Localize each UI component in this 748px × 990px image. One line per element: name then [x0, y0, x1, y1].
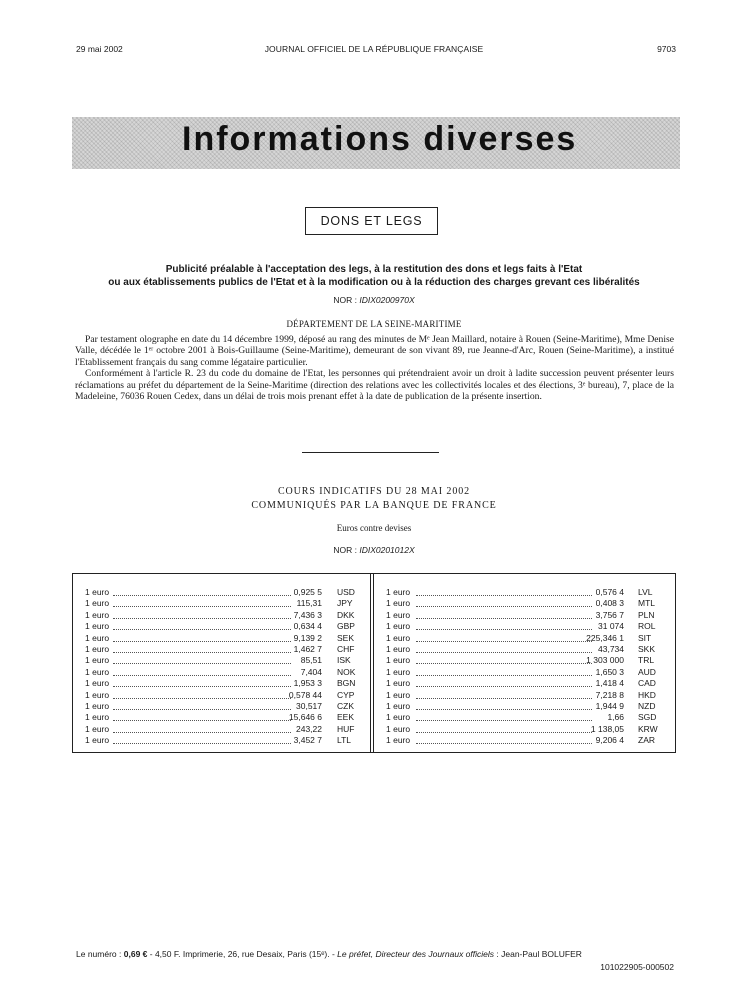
rates-column-left: [85, 587, 360, 746]
rate-unit: 1 euro: [386, 666, 411, 677]
rate-row: [85, 587, 360, 598]
rate-unit: 1 euro: [85, 712, 110, 723]
cours-title-line-2: COMMUNIQUÉS PAR LA BANQUE DE FRANCE: [251, 500, 497, 511]
rate-unit: 1 euro: [386, 712, 411, 723]
nor-code: IDIX0200970X: [359, 295, 415, 305]
rate-value: 9,139 2: [293, 632, 322, 643]
rate-unit: 1 euro: [386, 598, 411, 609]
rate-value: 0,576 4: [595, 587, 624, 597]
currency-code: LVL: [638, 587, 653, 597]
dot-leader: [113, 743, 291, 744]
dot-leader: [416, 720, 592, 721]
currency-code: CZK: [337, 700, 354, 711]
currency-code: JPY: [337, 598, 353, 609]
banner-title: Informations diverses: [182, 120, 578, 158]
nor-reference-1: [0, 295, 748, 305]
rate-value: 1,66: [607, 712, 624, 723]
currency-code: LTL: [337, 735, 352, 746]
rate-row: [85, 621, 360, 632]
rate-unit: 1 euro: [85, 632, 110, 643]
currency-code: CYP: [337, 689, 355, 700]
rate-unit: 1 euro: [85, 700, 110, 711]
currency-code: TRL: [638, 655, 655, 666]
page-header: [0, 44, 748, 58]
currency-code: AUD: [638, 666, 656, 677]
nor-label: NOR :: [333, 295, 357, 305]
currency-code: ZAR: [638, 735, 655, 746]
rate-row: [85, 633, 360, 644]
dot-leader: [113, 595, 291, 596]
rate-unit: 1 euro: [386, 723, 411, 734]
dot-leader: [113, 652, 291, 653]
rate-value: 9,206 4: [595, 735, 624, 746]
rate-value: 30,517: [296, 700, 322, 711]
dot-leader: [113, 629, 291, 630]
rate-value: 0,634 4: [293, 621, 322, 632]
dot-leader: [416, 606, 592, 607]
page-number: 9703: [657, 44, 676, 54]
rate-value: 1,944 9: [595, 700, 624, 711]
dot-leader: [113, 641, 291, 642]
currency-code: GBP: [337, 621, 355, 632]
dot-leader: [416, 698, 592, 699]
rate-unit: 1 euro: [386, 700, 411, 711]
rate-row: [386, 598, 664, 609]
rate-unit: 1 euro: [386, 587, 411, 597]
dot-leader: [113, 698, 291, 699]
dot-leader: [416, 732, 592, 733]
rate-unit: 1 euro: [386, 609, 411, 620]
footer-director-name: : Jean-Paul BOLUFER: [496, 949, 582, 959]
rate-row: [386, 678, 664, 689]
rate-unit: 1 euro: [85, 598, 110, 609]
currency-code: MTL: [638, 598, 655, 609]
currency-code: SIT: [638, 632, 652, 643]
rate-value: 1,418 4: [595, 678, 624, 689]
rate-value: 0,925 5: [293, 587, 322, 597]
rate-unit: 1 euro: [386, 689, 411, 700]
dot-leader: [113, 618, 291, 619]
section-divider: [302, 452, 439, 453]
dot-leader: [416, 641, 592, 642]
rate-row: [386, 644, 664, 655]
currency-code: SGD: [638, 712, 657, 723]
currency-code: DKK: [337, 609, 355, 620]
rate-row: [386, 701, 664, 712]
dot-leader: [113, 686, 291, 687]
dot-leader: [113, 709, 291, 710]
currency-code: SKK: [638, 643, 656, 654]
rate-row: [85, 610, 360, 621]
rate-value: 1 303 000: [586, 655, 624, 666]
rate-value: 85,51: [300, 655, 322, 666]
dot-leader: [416, 629, 592, 630]
rate-row: [386, 690, 664, 701]
rate-value: 1,462 7: [293, 643, 322, 654]
nor-label: NOR :: [333, 545, 357, 555]
rate-value: 31 074: [598, 621, 624, 632]
rate-value: 15,646 6: [288, 712, 322, 723]
rate-value: 3,756 7: [595, 609, 624, 620]
rate-row: [386, 587, 664, 598]
rate-unit: 1 euro: [85, 643, 110, 654]
departement-heading: DÉPARTEMENT DE LA SEINE-MARITIME: [286, 319, 462, 329]
dot-leader: [416, 675, 592, 676]
rate-unit: 1 euro: [85, 621, 110, 632]
rate-unit: 1 euro: [386, 655, 411, 666]
cours-title-line-1: COURS INDICATIFS DU 28 MAI 2002: [277, 486, 471, 497]
rate-value: 3,452 7: [293, 735, 322, 746]
rate-value: 0,408 3: [595, 598, 624, 609]
rate-value: 0,578 44: [288, 689, 322, 700]
rate-unit: 1 euro: [85, 666, 110, 677]
currency-code: KRW: [638, 723, 658, 734]
rate-row: [386, 667, 664, 678]
rate-row: [85, 655, 360, 666]
currency-code: CHF: [337, 643, 355, 654]
notice-paragraph: Par testament olographe en date du 14 décembre 1999, déposé au rang des minutes de Mᵉ Jean Maillard, notaire à Rouen (Seine-Maritime), Mme Denise Valle, décédée le 1ᵉʳ octobre 2001 à Bois-Guillaume (Seine-Maritime), demeurant de son vivant 89, rue Jeanne-d'Arc, Rouen (Seine-Maritime), a institué l'Etablissement français du sang comme légataire particulier.: [75, 334, 674, 368]
rate-row: [386, 655, 664, 666]
rate-unit: 1 euro: [85, 689, 110, 700]
rate-value: 1 138,05: [590, 723, 624, 734]
cours-subtitle: Euros contre devises: [336, 523, 412, 533]
footer-prefix: Le numéro :: [76, 949, 122, 959]
rate-unit: 1 euro: [386, 735, 411, 746]
rate-row: [85, 644, 360, 655]
rates-column-right: [386, 587, 664, 746]
dot-leader: [113, 606, 291, 607]
rate-unit: 1 euro: [85, 735, 110, 746]
rate-row: [85, 690, 360, 701]
rate-value: 43,734: [598, 643, 624, 654]
rate-value: 7,404: [300, 666, 322, 677]
rate-value: 225,346 1: [586, 632, 624, 643]
rate-unit: 1 euro: [85, 609, 110, 620]
dot-leader: [416, 663, 592, 664]
table-column-divider: [370, 574, 374, 752]
footer-price: 0,69 €: [123, 949, 148, 959]
currency-code: EEK: [337, 712, 355, 723]
rate-unit: 1 euro: [85, 655, 110, 666]
dot-leader: [416, 652, 592, 653]
nor-code: IDIX0201012X: [359, 545, 415, 555]
rate-unit: 1 euro: [386, 678, 411, 689]
exchange-rates-table: [72, 573, 676, 753]
publicite-title-line-2: ou aux établissements publics de l'Etat et à la modification ou à la réduction des charges grevant ces libéralités: [108, 277, 640, 288]
dot-leader: [416, 595, 592, 596]
section-banner: [72, 117, 680, 169]
rate-value: 1,953 3: [293, 678, 322, 689]
rate-row: [386, 712, 664, 723]
rate-value: 7,436 3: [293, 609, 322, 620]
currency-code: HKD: [638, 689, 656, 700]
rate-unit: 1 euro: [386, 621, 411, 632]
journal-title: JOURNAL OFFICIEL DE LA RÉPUBLIQUE FRANÇAISE: [264, 44, 484, 54]
dot-leader: [113, 675, 291, 676]
dot-leader: [416, 618, 592, 619]
publicite-title-line-1: Publicité préalable à l'acceptation des legs, à la restitution des dons et legs faits à l'Etat: [165, 264, 583, 275]
dot-leader: [113, 732, 291, 733]
rate-row: [386, 724, 664, 735]
rate-row: [85, 598, 360, 609]
currency-code: NZD: [638, 700, 656, 711]
issue-date: 29 mai 2002: [76, 44, 123, 54]
rate-row: [386, 621, 664, 632]
rate-unit: 1 euro: [386, 632, 411, 643]
dot-leader: [113, 663, 291, 664]
rate-row: [85, 667, 360, 678]
dot-leader: [416, 709, 592, 710]
rate-value: 7,218 8: [595, 689, 624, 700]
rate-row: [386, 633, 664, 644]
footer-printer: - 4,50 F. Imprimerie, 26, rue Desaix, Paris (15ᵉ). -: [149, 949, 335, 959]
rate-unit: 1 euro: [386, 643, 411, 654]
notice-paragraph: Conformément à l'article R. 23 du code du domaine de l'Etat, les personnes qui prétendraient avoir un droit à ladite succession peuvent présenter leurs réclamations au préfet du département de la Seine-Maritime (direction des relations avec les collectivités locales et des élections, 3ᵉ bureau), 7, place de la Madeleine, 76036 Rouen Cedex, dans un délai de trois mois prenant effet à la date de publication de la présente insertion.: [75, 368, 674, 403]
rate-row: [386, 735, 664, 746]
rate-unit: 1 euro: [85, 678, 110, 689]
currency-code: USD: [337, 587, 355, 597]
currency-code: PLN: [638, 609, 655, 620]
page-footer: [76, 949, 674, 959]
rate-value: 243,22: [296, 723, 322, 734]
rate-row: [85, 701, 360, 712]
rate-unit: 1 euro: [85, 587, 110, 597]
dot-leader: [113, 720, 291, 721]
dot-leader: [416, 743, 592, 744]
nor-reference-2: [0, 545, 748, 555]
currency-code: ISK: [337, 655, 351, 666]
dot-leader: [416, 686, 592, 687]
currency-code: SEK: [337, 632, 355, 643]
rate-unit: 1 euro: [85, 723, 110, 734]
currency-code: ROL: [638, 621, 656, 632]
section-heading-box: DONS ET LEGS: [305, 207, 438, 235]
currency-code: NOK: [337, 666, 356, 677]
footer-code: 101022905-000502: [600, 962, 674, 972]
rate-value: 1,650 3: [595, 666, 624, 677]
currency-code: HUF: [337, 723, 355, 734]
rate-row: [85, 678, 360, 689]
rate-row: [85, 712, 360, 723]
currency-code: CAD: [638, 678, 656, 689]
rate-value: 115,31: [296, 598, 322, 609]
rate-row: [85, 724, 360, 735]
notice-body: [75, 334, 674, 402]
footer-prefet: Le préfet, Directeur des Journaux officiels: [337, 949, 495, 959]
currency-code: BGN: [337, 678, 356, 689]
rate-row: [386, 610, 664, 621]
rate-row: [85, 735, 360, 746]
